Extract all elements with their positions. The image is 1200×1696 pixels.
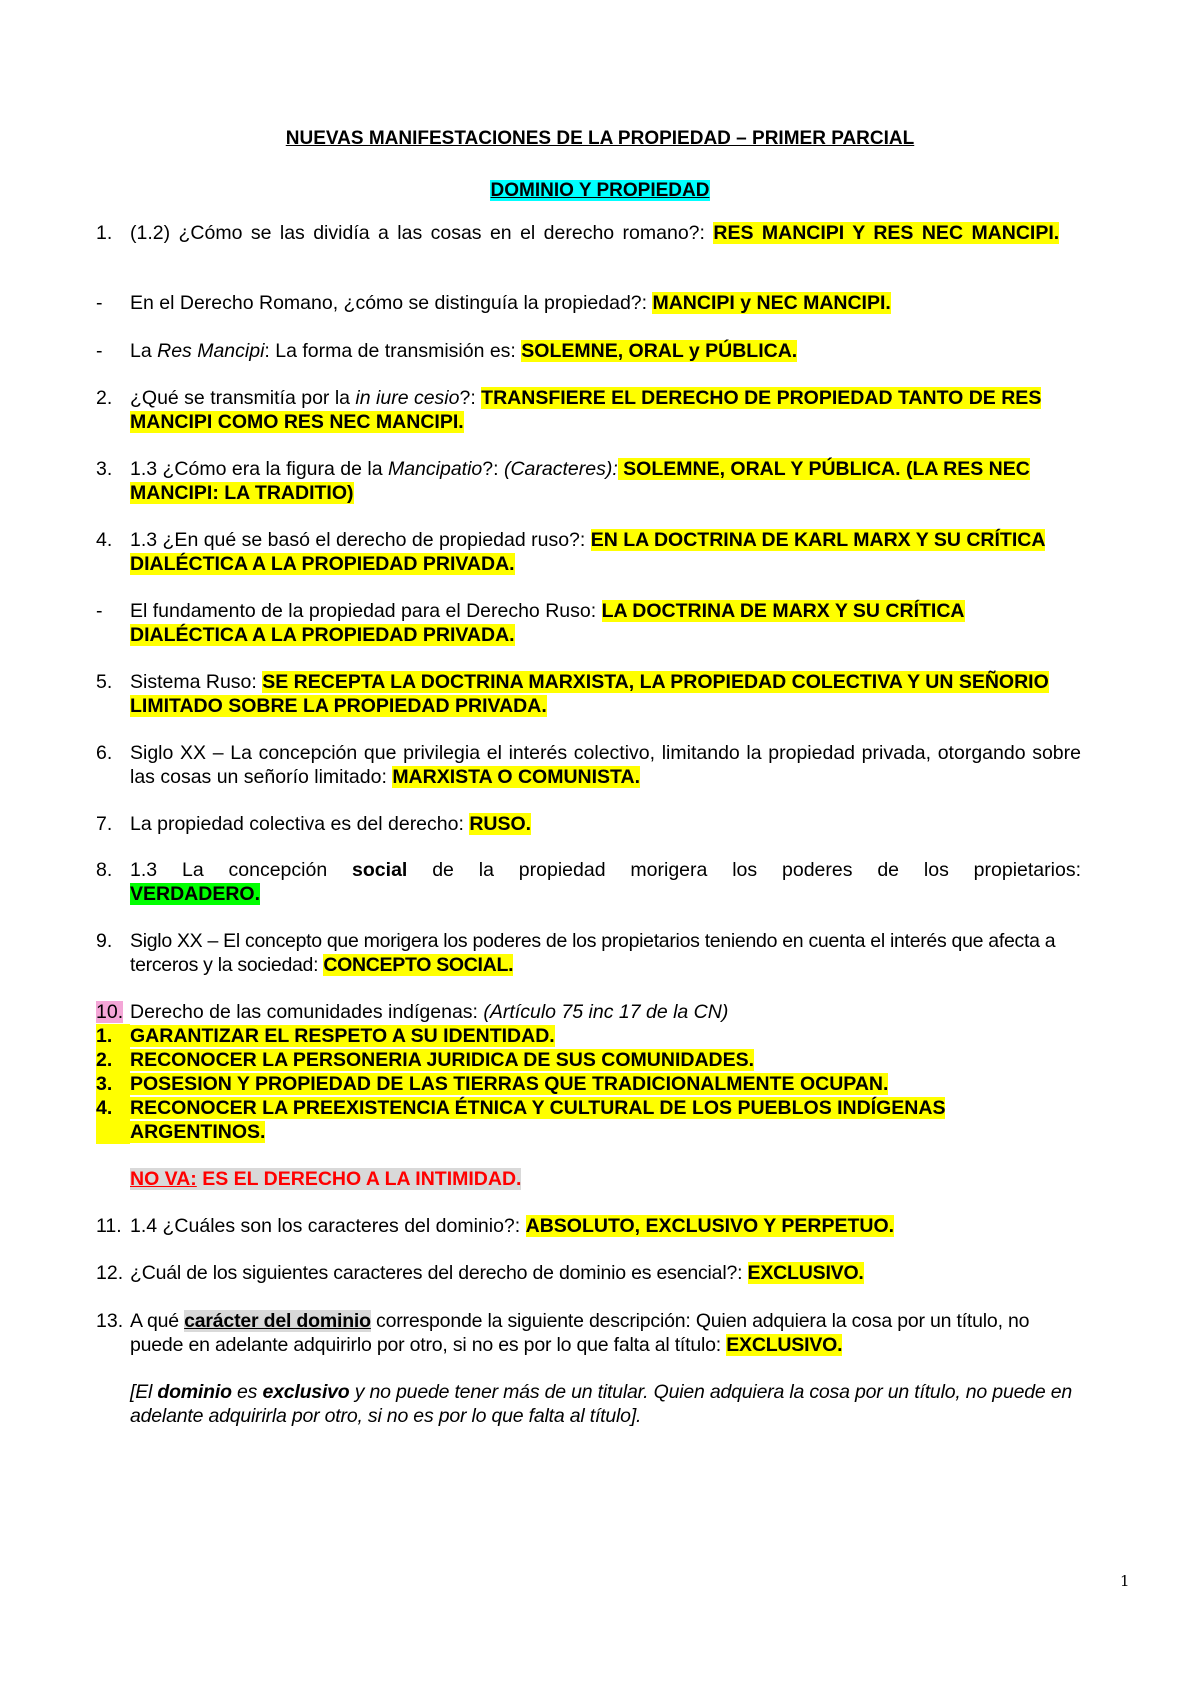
note-no-va: NO VA: ES EL DERECHO A LA INTIMIDAD. [130, 1168, 522, 1190]
answer: SOLEMNE, ORAL y PÚBLICA. [521, 340, 798, 362]
answer: SE RECEPTA LA DOCTRINA MARXISTA, LA PROPIEDAD COLECTIVA Y UN SEÑORIO LIMITADO SOBRE LA PROPIEDAD PRIVADA. [130, 671, 1049, 717]
answer: EN LA DOCTRINA DE KARL MARX Y SU CRÍTICA DIALÉCTICA A LA PROPIEDAD PRIVADA. [130, 529, 1046, 575]
question-item: 9. Siglo XX – El concepto que morigera los poderes de los propietarios teniendo en cuenta el interés que afecta a terceros y la sociedad: CONCEPTO SOCIAL. [96, 930, 1056, 976]
sub-list-item: 1. GARANTIZAR EL RESPETO A SU IDENTIDAD. [96, 1025, 555, 1047]
section-heading: DOMINIO Y PROPIEDAD [490, 180, 710, 201]
answer: TRANSFIERE EL DERECHO DE PROPIEDAD TANTO DE RES MANCIPI COMO RES NEC MANCIPI. [130, 387, 1042, 433]
answer: LA DOCTRINA DE MARX Y SU CRÍTICA DIALÉCTICA A LA PROPIEDAD PRIVADA. [130, 600, 965, 646]
answer: EXCLUSIVO. [747, 1262, 864, 1284]
sub-list-item: 4. RECONOCER LA PREEXISTENCIA ÉTNICA Y CULTURAL DE LOS PUEBLOS INDÍGENAS ARGENTINOS. [96, 1097, 946, 1143]
sub-list-item: 3. POSESION Y PROPIEDAD DE LAS TIERRAS QUE TRADICIONALMENTE OCUPAN. [96, 1073, 889, 1095]
question-item: 2. ¿Qué se transmitía por la in iure cesio?: TRANSFIERE EL DERECHO DE PROPIEDAD TANTO DE RES MANCIPI COMO RES NEC MANCIPI. [96, 387, 1042, 433]
answer: EXCLUSIVO. [726, 1334, 843, 1356]
sub-list-item: 2. RECONOCER LA PERSONERIA JURIDICA DE SUS COMUNIDADES. [96, 1049, 755, 1071]
question-item: 10. Derecho de las comunidades indígenas: (Artículo 75 inc 17 de la CN) [96, 1001, 729, 1023]
answer: RUSO. [469, 813, 532, 835]
question-item: 5. Sistema Ruso: SE RECEPTA LA DOCTRINA MARXISTA, LA PROPIEDAD COLECTIVA Y UN SEÑORIO LIMITADO SOBRE LA PROPIEDAD PRIVADA. [96, 671, 1049, 717]
question-item: 1. (1.2) ¿Cómo se las dividía a las cosas en el derecho romano?: RES MANCIPI Y RES NEC MANCIPI. [96, 222, 1060, 244]
question-item: - En el Derecho Romano, ¿cómo se distinguía la propiedad?: MANCIPI y NEC MANCIPI. [96, 292, 891, 314]
explanation-note: [El dominio es exclusivo y no puede tener más de un titular. Quien adquiera la cosa por un título, no puede en adelante adquirirla por otro, si no es por lo que falta al título]. [130, 1381, 1073, 1427]
question-item: 3. 1.3 ¿Cómo era la figura de la Mancipatio?: (Caracteres): SOLEMNE, ORAL Y PÚBLICA. (LA RES NEC MANCIPI: LA TRADITIO) [96, 458, 1030, 504]
answer: SOLEMNE, ORAL Y PÚBLICA. (LA RES NEC MANCIPI: LA TRADITIO) [130, 458, 1030, 504]
question-item: 11. 1.4 ¿Cuáles son los caracteres del dominio?: ABSOLUTO, EXCLUSIVO Y PERPETUO. [96, 1215, 895, 1237]
answer: ABSOLUTO, EXCLUSIVO Y PERPETUO. [525, 1215, 895, 1237]
question-item: 12. ¿Cuál de los siguientes caracteres del derecho de dominio es esencial?: EXCLUSIVO. [96, 1262, 864, 1284]
question-item: 13. A qué carácter del dominio corresponde la siguiente descripción: Quien adquiera la cosa por un título, no puede en adelante adquirirlo por otro, si no es por lo que falta al título: EXCLUSIVO. [96, 1310, 1030, 1356]
question-item: 8. 1.3 La concepción social de la propiedad morigera los poderes de los propietarios: VERDADERO. [96, 859, 1081, 905]
question-item: - La Res Mancipi: La forma de transmisión es: SOLEMNE, ORAL y PÚBLICA. [96, 340, 798, 362]
answer: CONCEPTO SOCIAL. [323, 954, 514, 976]
answer: VERDADERO. [130, 883, 261, 905]
question-item: 4. 1.3 ¿En qué se basó el derecho de propiedad ruso?: EN LA DOCTRINA DE KARL MARX Y SU CRÍTICA DIALÉCTICA A LA PROPIEDAD PRIVADA. [96, 529, 1046, 575]
question-item: - El fundamento de la propiedad para el Derecho Ruso: LA DOCTRINA DE MARX Y SU CRÍTICA DIALÉCTICA A LA PROPIEDAD PRIVADA. [96, 600, 965, 646]
answer: MANCIPI y NEC MANCIPI. [652, 292, 891, 314]
page-number: 1 [1120, 1572, 1130, 1590]
question-item: 6. Siglo XX – La concepción que privilegia el interés colectivo, limitando la propiedad privada, otorgando sobre las cosas un señorío limitado: MARXISTA O COMUNISTA. [96, 742, 1081, 788]
answer: MARXISTA O COMUNISTA. [392, 766, 641, 788]
answer: RES MANCIPI Y RES NEC MANCIPI. [713, 222, 1060, 244]
document-title: NUEVAS MANIFESTACIONES DE LA PROPIEDAD – PRIMER PARCIAL [285, 128, 915, 149]
question-item: 7. La propiedad colectiva es del derecho: RUSO. [96, 813, 532, 835]
